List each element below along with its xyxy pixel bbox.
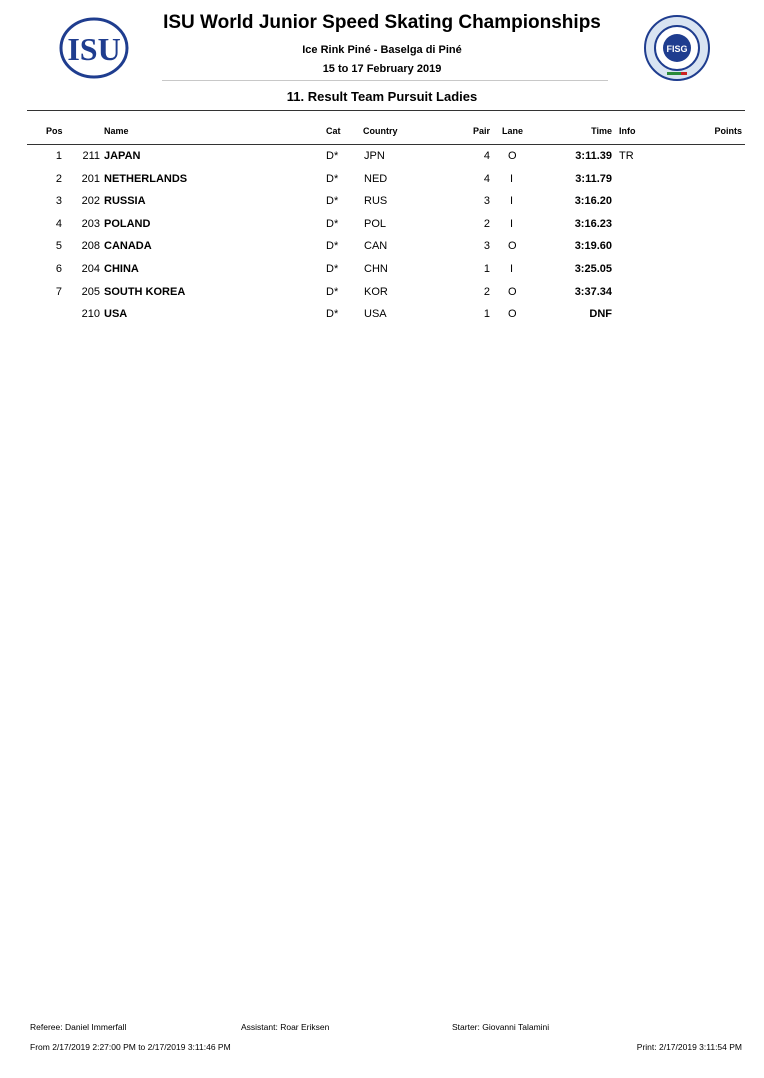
time: 3:11.79 [575,173,612,185]
table-row [0,195,764,213]
header-divider [162,80,608,81]
cat: D* [326,173,339,185]
team-name: JAPAN [104,150,141,162]
col-points: Points [714,126,742,136]
bib: 202 [81,195,100,207]
country: NED [364,173,388,185]
country: JPN [364,150,385,162]
table-top-rule [27,110,745,111]
table-row [0,263,764,281]
cat: D* [326,218,339,230]
pair: 3 [483,240,490,252]
lane: I [510,173,514,185]
team-name: CANADA [104,240,152,252]
header-rule [27,144,745,145]
cat: D* [326,240,339,252]
venue: Ice Rink Piné - Baselga di Piné [302,44,462,56]
pair: 2 [483,286,490,298]
team-name: NETHERLANDS [104,173,188,185]
table-row [0,308,764,326]
referee: Referee: Daniel Immerfall [30,1022,127,1032]
time-range: From 2/17/2019 2:27:00 PM to 2/17/2019 3:11:46 PM [30,1042,231,1052]
cat: D* [326,150,339,162]
pair: 4 [483,173,490,185]
info: TR [619,150,634,162]
event-title: 11. Result Team Pursuit Ladies [286,89,478,104]
starter: Starter: Giovanni Talamini [452,1022,550,1032]
team-name: USA [104,308,128,320]
pair: 1 [483,308,490,320]
bib: 208 [81,240,100,252]
time: 3:16.20 [574,195,612,207]
lane: O [508,150,517,162]
time: 3:11.39 [575,150,612,162]
country: RUS [364,195,388,207]
time: 3:19.60 [574,240,612,252]
bib: 205 [81,286,100,298]
table-row [0,218,764,236]
lane: I [510,218,514,230]
lane: O [508,286,517,298]
pos: 5 [55,240,62,252]
cat: D* [326,195,339,207]
pair: 2 [483,218,490,230]
bib: 210 [81,308,100,320]
pos: 6 [55,263,62,275]
pair: 3 [483,195,490,207]
pos: 3 [55,195,62,207]
team-name: CHINA [104,263,139,275]
country: CAN [364,240,388,252]
table-row [0,173,764,191]
table-row [0,286,764,304]
col-country: Country [363,126,398,136]
bib: 204 [81,263,100,275]
col-lane: Lane [502,126,524,136]
cat: D* [326,263,339,275]
bib: 211 [82,150,100,162]
time: 3:37.34 [574,286,612,298]
event-dates: 15 to 17 February 2019 [322,63,442,75]
col-name: Name [104,126,129,136]
country: USA [364,308,387,320]
time: DNF [589,308,612,320]
country: CHN [364,263,388,275]
lane: I [510,263,514,275]
table-row [0,240,764,258]
country: KOR [364,286,388,298]
team-name: SOUTH KOREA [104,286,186,298]
fisg-logo-text: FISG [666,44,688,54]
lane: I [510,195,514,207]
table-row [0,150,764,168]
bib: 201 [81,173,100,185]
pos: 2 [55,173,62,185]
isu-logo-text: ISU [67,31,121,67]
country: POL [364,218,387,230]
col-pair: Pair [472,126,490,136]
pair: 1 [483,263,490,275]
col-cat: Cat [326,126,341,136]
time: 3:25.05 [574,263,612,275]
col-info: Info [619,126,636,136]
col-pos: Pos [46,126,63,136]
lane: O [508,308,517,320]
pos: 7 [55,286,62,298]
assistant: Assistant: Roar Eriksen [241,1022,330,1032]
time: 3:16.23 [574,218,612,230]
cat: D* [326,286,339,298]
bib: 203 [81,218,100,230]
pair: 4 [483,150,490,162]
print-time: Print: 2/17/2019 3:11:54 PM [636,1042,742,1052]
page-title: ISU World Junior Speed Skating Championships [163,12,601,33]
team-name: POLAND [104,218,151,230]
pos: 4 [55,218,62,230]
team-name: RUSSIA [104,195,146,207]
col-time: Time [591,126,612,136]
lane: O [508,240,517,252]
pos: 1 [55,150,62,162]
cat: D* [326,308,339,320]
